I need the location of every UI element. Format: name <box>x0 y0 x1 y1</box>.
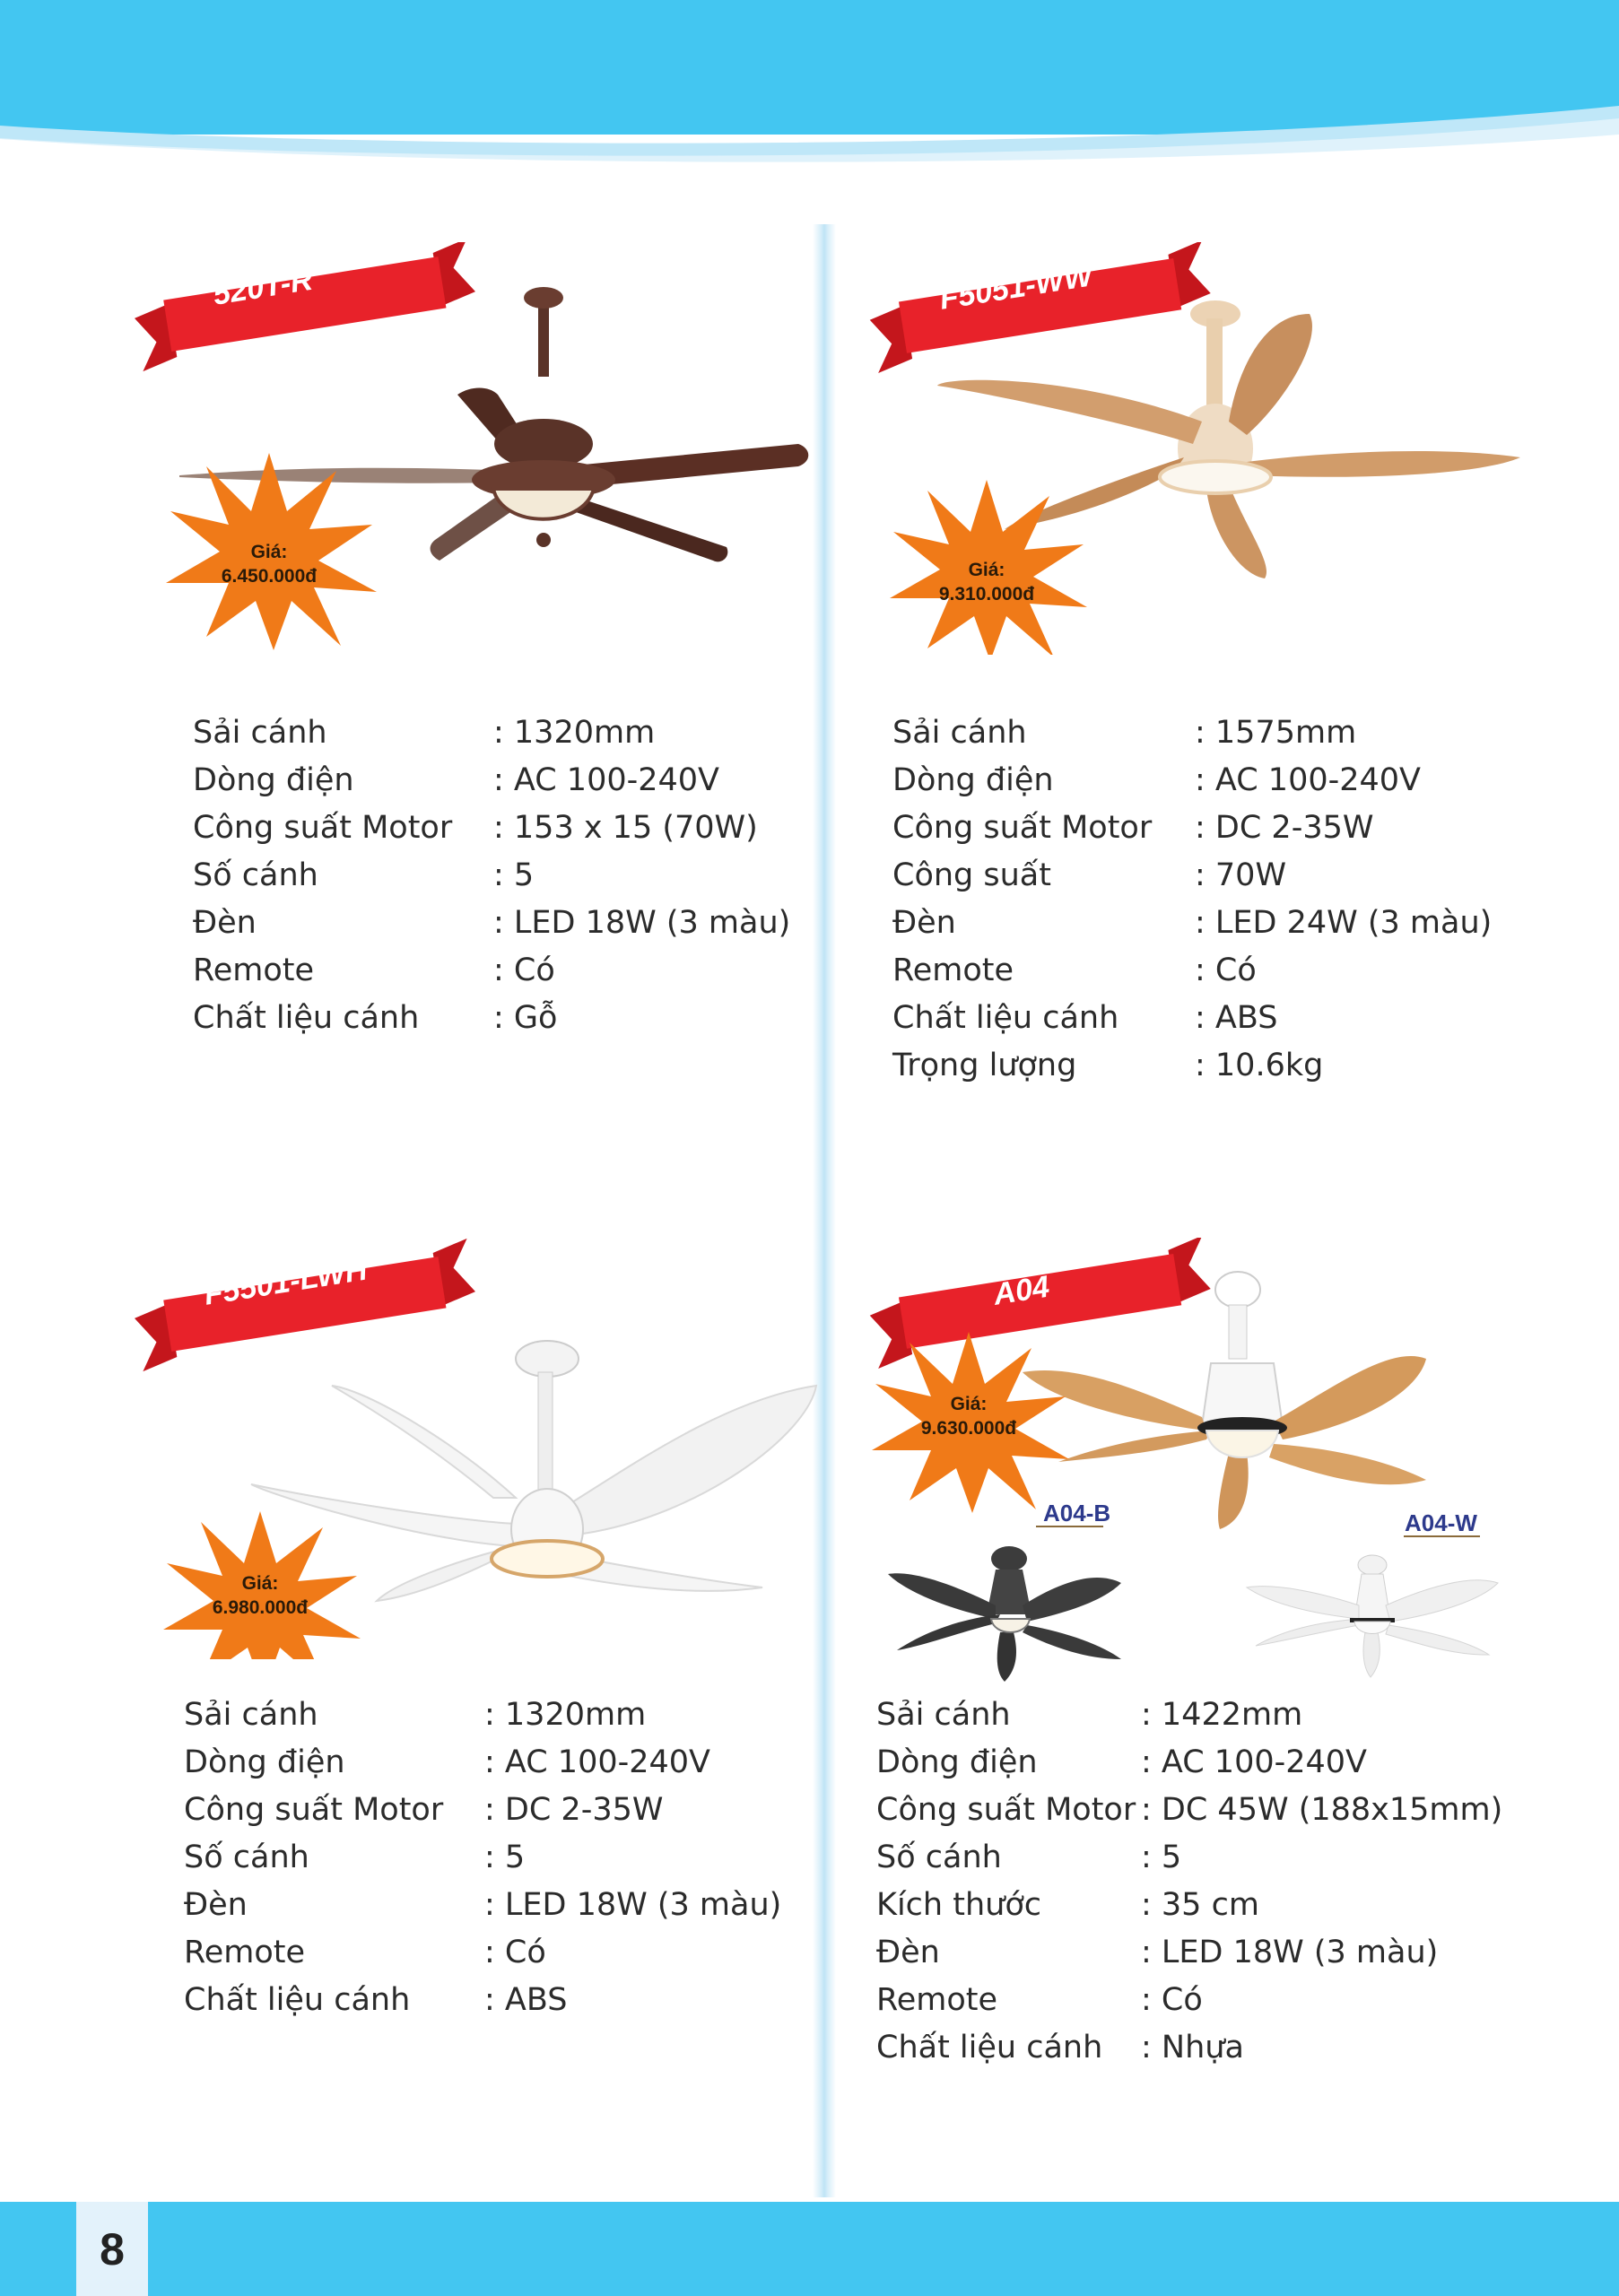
header-wave-banner <box>0 0 1619 233</box>
model-name: F5051-WW <box>936 258 1095 317</box>
spec-value: : LED 18W (3 màu) <box>1141 1934 1439 1970</box>
spec-value: : DC 45W (188x15mm) <box>1141 1791 1503 1828</box>
spec-label: Sải cánh <box>876 1696 1011 1733</box>
spec-label: Chất liệu cánh <box>892 999 1119 1036</box>
spec-label: Đèn <box>892 904 956 941</box>
spec-row <box>193 756 790 804</box>
spec-label: Đèn <box>876 1934 940 1970</box>
product-card-f5501-lwh <box>117 1238 825 2135</box>
price-value: 6.450.000đ <box>221 566 318 587</box>
spec-label: Remote <box>876 1981 998 2018</box>
spec-label: Công suất Motor <box>876 1791 1136 1828</box>
spec-label: Số cánh <box>876 1839 1002 1875</box>
spec-value: : AC 100-240V <box>493 761 719 798</box>
spec-value: : Gỗ <box>493 999 558 1036</box>
spec-row <box>892 899 1492 946</box>
spec-label: Chất liệu cánh <box>193 999 420 1036</box>
spec-row <box>184 1833 781 1881</box>
price-badge <box>915 1392 1023 1440</box>
footer-bar <box>0 2202 1619 2296</box>
spec-row <box>193 994 790 1041</box>
spec-label: Sải cánh <box>184 1696 318 1733</box>
model-ribbon <box>130 1239 479 1371</box>
spec-table <box>193 709 790 1041</box>
spec-value: : LED 18W (3 màu) <box>493 904 791 941</box>
spec-value: : DC 2-35W <box>1195 809 1374 846</box>
spec-value: : 5 <box>1141 1839 1182 1875</box>
spec-label: Remote <box>892 952 1014 988</box>
spec-label: Dòng điện <box>184 1744 345 1780</box>
spec-value: : Có <box>484 1934 546 1970</box>
price-badge <box>215 540 323 588</box>
spec-row <box>184 1976 781 2023</box>
spec-label: Chất liệu cánh <box>184 1981 411 2018</box>
variant-label-black: A04-B <box>1043 1500 1111 1526</box>
spec-value: : AC 100-240V <box>1195 761 1421 798</box>
spec-value: : AC 100-240V <box>1141 1744 1367 1780</box>
product-card-520t-r <box>117 242 825 1103</box>
spec-value: : ABS <box>484 1981 568 2018</box>
spec-label: Công suất Motor <box>193 809 453 846</box>
product-card-f5051-ww <box>852 242 1561 1103</box>
spec-row <box>193 804 790 851</box>
spec-label: Dòng điện <box>193 761 354 798</box>
variant-label-white: A04-W <box>1405 1509 1477 1536</box>
page-number: 8 <box>76 2202 148 2296</box>
price-label: Giá: <box>950 1394 988 1414</box>
spec-row <box>876 1928 1502 1976</box>
spec-value: : LED 24W (3 màu) <box>1195 904 1493 941</box>
spec-row <box>876 1738 1502 1786</box>
spec-value: : 70W <box>1195 857 1287 893</box>
model-ribbon <box>866 242 1214 373</box>
spec-row <box>193 946 790 994</box>
spec-label: Sải cánh <box>193 714 327 751</box>
spec-value: : Có <box>493 952 555 988</box>
spec-table <box>184 1691 781 2023</box>
spec-label: Dòng điện <box>892 761 1054 798</box>
spec-row <box>193 709 790 756</box>
spec-value: : Nhựa <box>1141 2029 1244 2066</box>
spec-value: : AC 100-240V <box>484 1744 710 1780</box>
spec-label: Công suất Motor <box>184 1791 444 1828</box>
spec-row <box>184 1881 781 1928</box>
spec-row <box>892 994 1492 1041</box>
model-name: A04 <box>990 1269 1052 1312</box>
spec-value: : 1320mm <box>493 714 656 751</box>
spec-table <box>892 709 1492 1089</box>
price-badge <box>933 558 1040 606</box>
spec-label: Trọng lượng <box>892 1047 1077 1083</box>
spec-value: : 35 cm <box>1141 1886 1259 1923</box>
model-name: F5501-LWH <box>201 1252 370 1312</box>
price-value: 9.630.000đ <box>920 1418 1017 1439</box>
spec-row <box>184 1786 781 1833</box>
spec-label: Remote <box>184 1934 306 1970</box>
spec-row <box>193 851 790 899</box>
spec-value: : 1575mm <box>1195 714 1357 751</box>
spec-label: Chất liệu cánh <box>876 2029 1103 2066</box>
spec-row <box>876 1691 1502 1738</box>
product-card-a04 <box>852 1238 1561 2135</box>
spec-label: Dòng điện <box>876 1744 1038 1780</box>
spec-row <box>184 1738 781 1786</box>
spec-value: : Có <box>1141 1981 1203 2018</box>
spec-row <box>876 1976 1502 2023</box>
spec-value: : 5 <box>493 857 535 893</box>
spec-row <box>876 1881 1502 1928</box>
fan-a04-image <box>852 1238 1561 1704</box>
spec-value: : 1320mm <box>484 1696 647 1733</box>
price-value: 6.980.000đ <box>212 1597 309 1618</box>
spec-row <box>892 756 1492 804</box>
spec-row <box>892 804 1492 851</box>
spec-row <box>892 946 1492 994</box>
spec-label: Sải cánh <box>892 714 1027 751</box>
model-ribbon <box>130 242 479 371</box>
spec-row <box>892 1041 1492 1089</box>
spec-value: : DC 2-35W <box>484 1791 664 1828</box>
spec-label: Số cánh <box>193 857 318 893</box>
spec-value: : 10.6kg <box>1195 1047 1324 1083</box>
spec-row <box>876 1786 1502 1833</box>
spec-row <box>876 2023 1502 2071</box>
spec-label: Công suất <box>892 857 1051 893</box>
spec-row <box>876 1833 1502 1881</box>
price-label: Giá: <box>968 560 1005 580</box>
spec-row <box>184 1691 781 1738</box>
spec-label: Đèn <box>184 1886 248 1923</box>
spec-row <box>184 1928 781 1976</box>
spec-row <box>892 709 1492 756</box>
spec-label: Đèn <box>193 904 257 941</box>
spec-value: : Có <box>1195 952 1257 988</box>
price-value: 9.310.000đ <box>938 584 1035 604</box>
spec-row <box>892 851 1492 899</box>
spec-value: : LED 18W (3 màu) <box>484 1886 782 1923</box>
spec-row <box>193 899 790 946</box>
spec-label: Remote <box>193 952 315 988</box>
price-badge <box>206 1571 314 1620</box>
spec-value: : ABS <box>1195 999 1278 1036</box>
price-label: Giá: <box>250 542 288 562</box>
spec-label: Số cánh <box>184 1839 309 1875</box>
spec-table <box>876 1691 1502 2071</box>
spec-value: : 153 x 15 (70W) <box>493 809 758 846</box>
model-name: 520T-R <box>210 262 316 312</box>
spec-label: Công suất Motor <box>892 809 1153 846</box>
spec-value: : 1422mm <box>1141 1696 1303 1733</box>
spec-value: : 5 <box>484 1839 526 1875</box>
price-label: Giá: <box>241 1573 279 1594</box>
spec-label: Kích thước <box>876 1886 1041 1923</box>
